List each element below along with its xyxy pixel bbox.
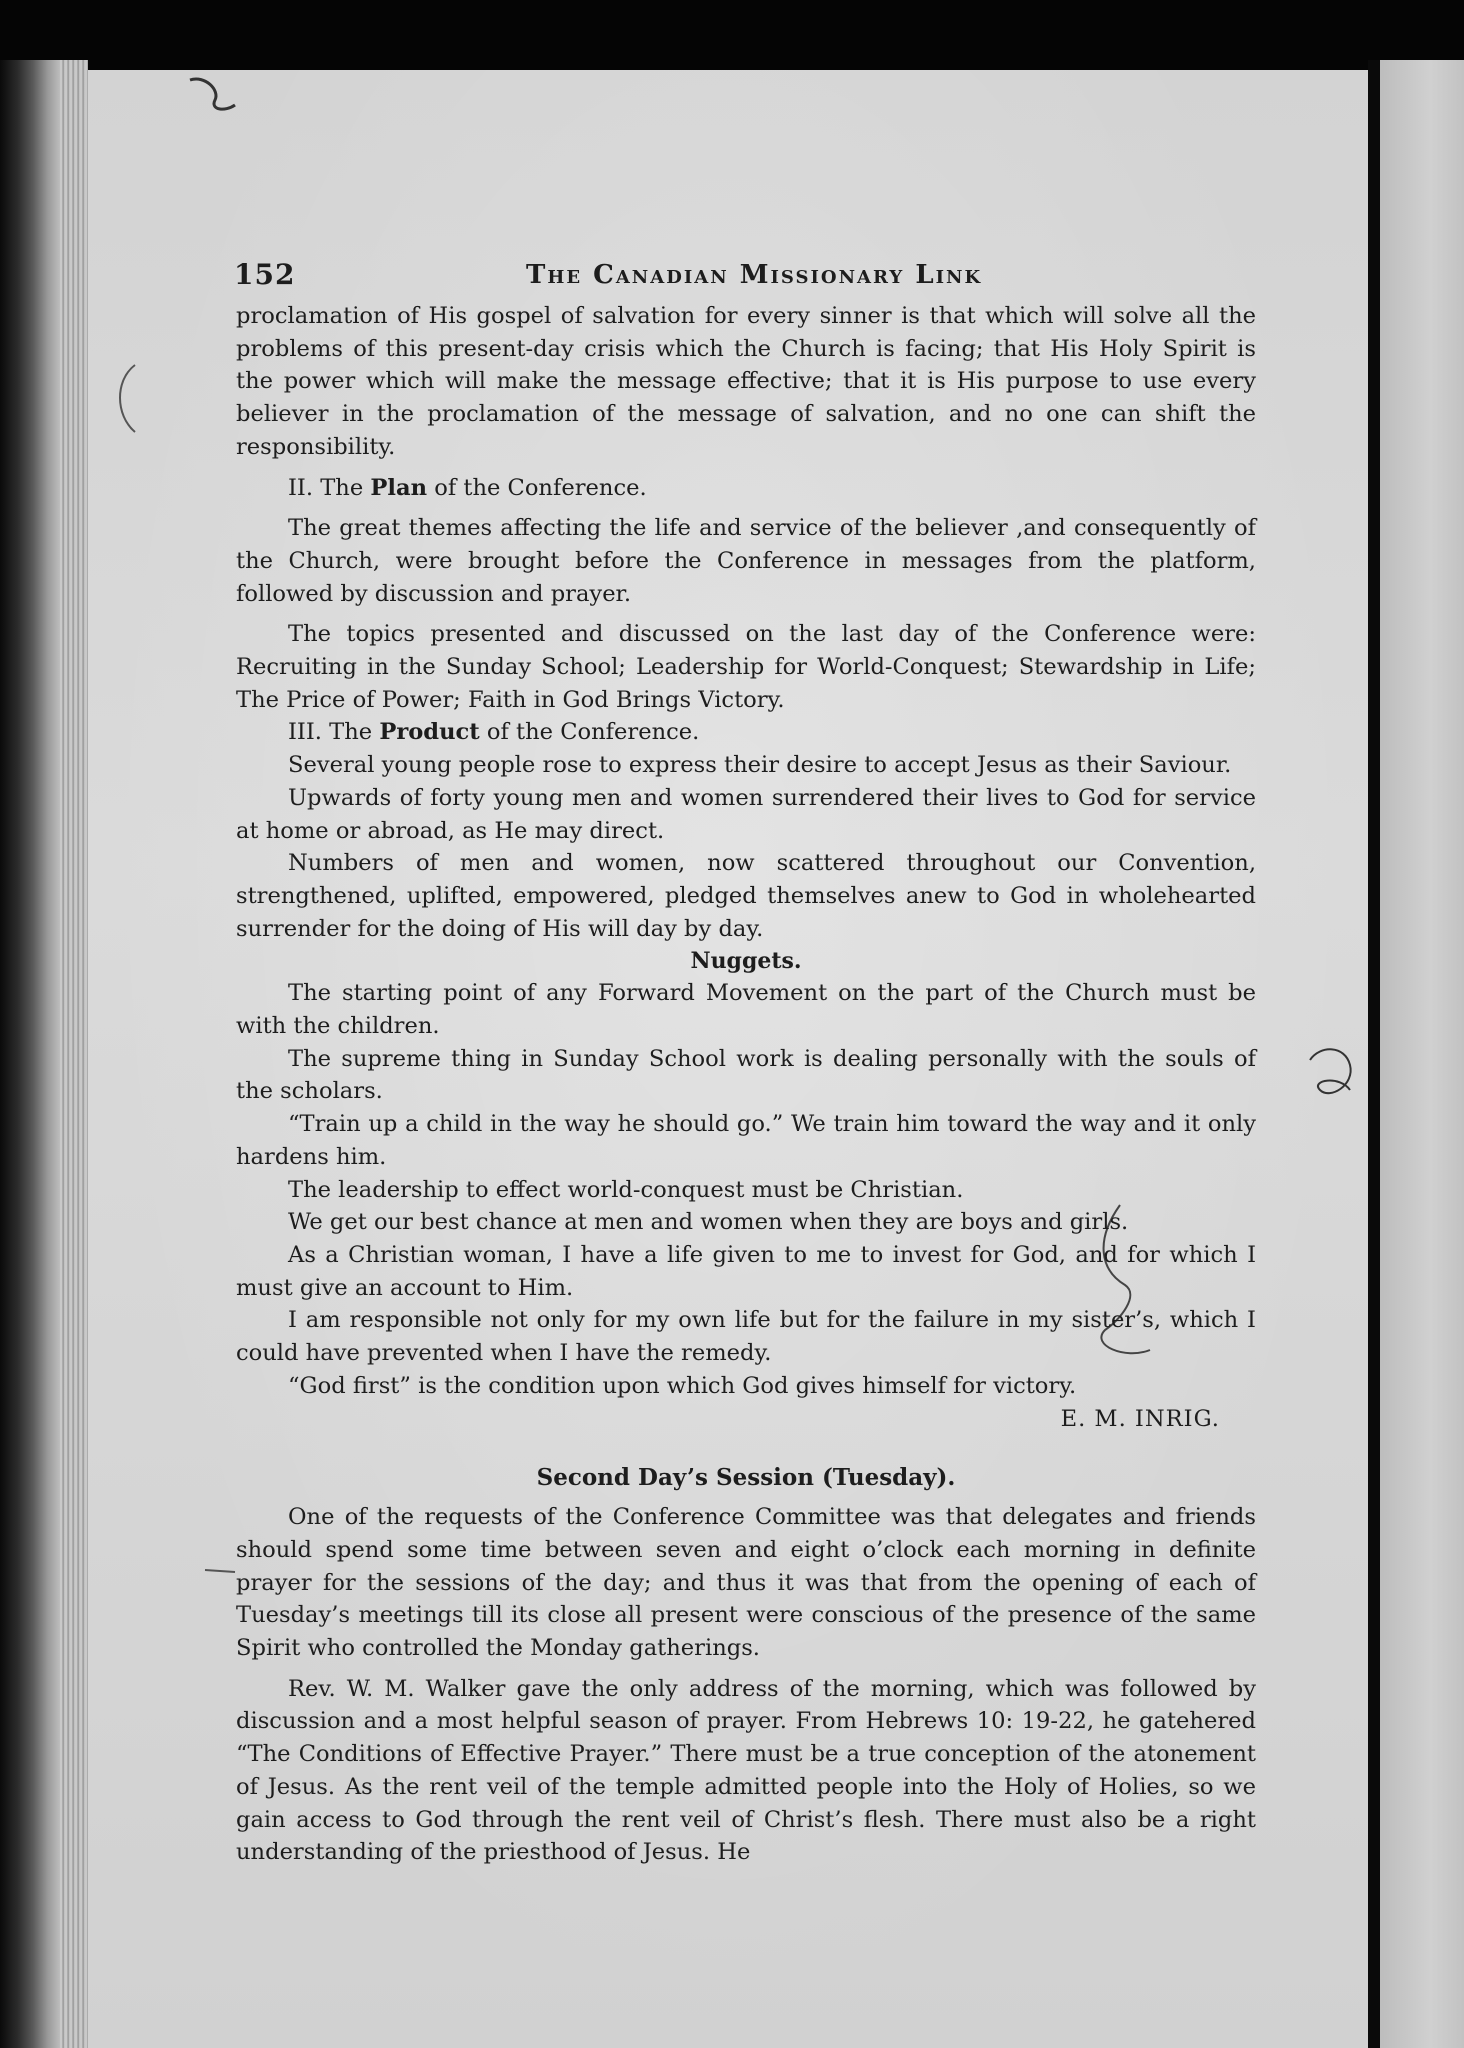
author-signature: E. M. INRIG.	[1060, 1405, 1220, 1432]
pencil-mark-top-left	[180, 70, 250, 120]
nugget-item: The supreme thing in Sunday School work is dealing personally with the souls of the scholars.	[236, 1045, 1256, 1105]
nugget-item: The starting point of any Forward Movement on the part of the Church must be with the children.	[236, 980, 1256, 1040]
second-day-heading: Second Day’s Session (Tuesday).	[536, 1464, 956, 1492]
page-edges	[60, 60, 88, 2048]
product-suffix: of the Conference.	[479, 719, 700, 746]
plan-word: Plan	[370, 474, 428, 501]
plan-suffix: of the Conference.	[427, 474, 647, 501]
paragraph-numbers: Numbers of men and women, now scattered throughout our Convention, strengthened, uplifted, empowered, pledged themselves anew to God in wholehearted surrender for the doing of His will day by day.	[236, 850, 1256, 942]
book-spine	[0, 60, 60, 2048]
page-number: 152	[234, 258, 296, 291]
nuggets-heading: Nuggets.	[690, 948, 802, 975]
product-heading	[236, 716, 1256, 749]
pencil-mark-left-lower	[200, 1560, 240, 1580]
paragraph-walker: Rev. W. M. Walker gave the only address of the morning, which was followed by discussion and a most helpful season of prayer. From Hebrews 10: 19-22, he gatehered “The Conditions of Effective Prayer.” There must be a true conception of the atonement of Jesus. As the rent veil of the temple admitted people into the Holy of Holies, so we gain access to God through the rent veil of Christ’s flesh. There must also be a right understanding of the priesthood of Jesus. He	[236, 1675, 1256, 1866]
nugget-item: “Train up a child in the way he should go.” We train him toward the way and it only hardens him.	[236, 1111, 1256, 1170]
nugget-item: As a Christian woman, I have a life given to me to invest for God, and for which I must give an account to Him.	[236, 1241, 1256, 1301]
paragraph-upwards: Upwards of forty young men and women surrendered their lives to God for service at home or abroad, as He may direct.	[236, 784, 1256, 844]
paragraph-topics: The topics presented and discussed on the last day of the Conference were: Recruiting in the Sunday School; Leadership for World-Conquest; Stewardship in Life; The Price of Power; Faith in God Brings Victory.	[236, 621, 1256, 713]
journal-title: The Canadian Missionary Link	[526, 260, 983, 290]
page-content	[236, 240, 1256, 1869]
nugget-item: The leadership to effect world-conquest must be Christian.	[288, 1176, 964, 1203]
nugget-item: I am responsible not only for my own life but for the failure in my sister’s, which I could have prevented when I have the remedy.	[236, 1307, 1256, 1367]
product-prefix: III. The	[288, 719, 380, 746]
paragraph-requests: One of the requests of the Conference Committee was that delegates and friends should spend some time between seven and eight o’clock each morning in definite prayer for the sessions of the day; and thus it was that from the opening of each of Tuesday’s meetings till its close all present were conscious of the presence of the same Spirit who controlled the Monday gatherings.	[236, 1504, 1256, 1662]
plan-prefix: II. The	[288, 474, 371, 501]
product-word: Product	[379, 719, 480, 746]
paragraph-proclamation: proclamation of His gospel of salvation for every sinner is that which will solve all the problems of this present-day crisis which the Church is facing; that His Holy Spirit is the power which will make the message effective; that it is His purpose to use every believer in the proclamation of the message of salvation, and no one can shift the responsibility.	[236, 303, 1256, 460]
paragraph-young-people: Several young people rose to express their desire to accept Jesus as their Saviour.	[288, 752, 1232, 779]
nugget-item: We get our best chance at men and women when they are boys and girls.	[288, 1209, 1129, 1236]
pencil-mark-right-margin	[1300, 1040, 1370, 1120]
facing-page-edge	[1380, 60, 1464, 2048]
nugget-item: “God first” is the condition upon which God gives himself for victory.	[288, 1372, 1077, 1399]
pencil-mark-left-margin	[105, 360, 145, 440]
plan-heading	[236, 472, 1256, 505]
paragraph-great-themes: The great themes affecting the life and service of the believer ,and consequently of the Church, were brought before the Conference in messages from the platform, followed by discussion and prayer.	[236, 515, 1256, 607]
running-head	[236, 240, 1256, 300]
